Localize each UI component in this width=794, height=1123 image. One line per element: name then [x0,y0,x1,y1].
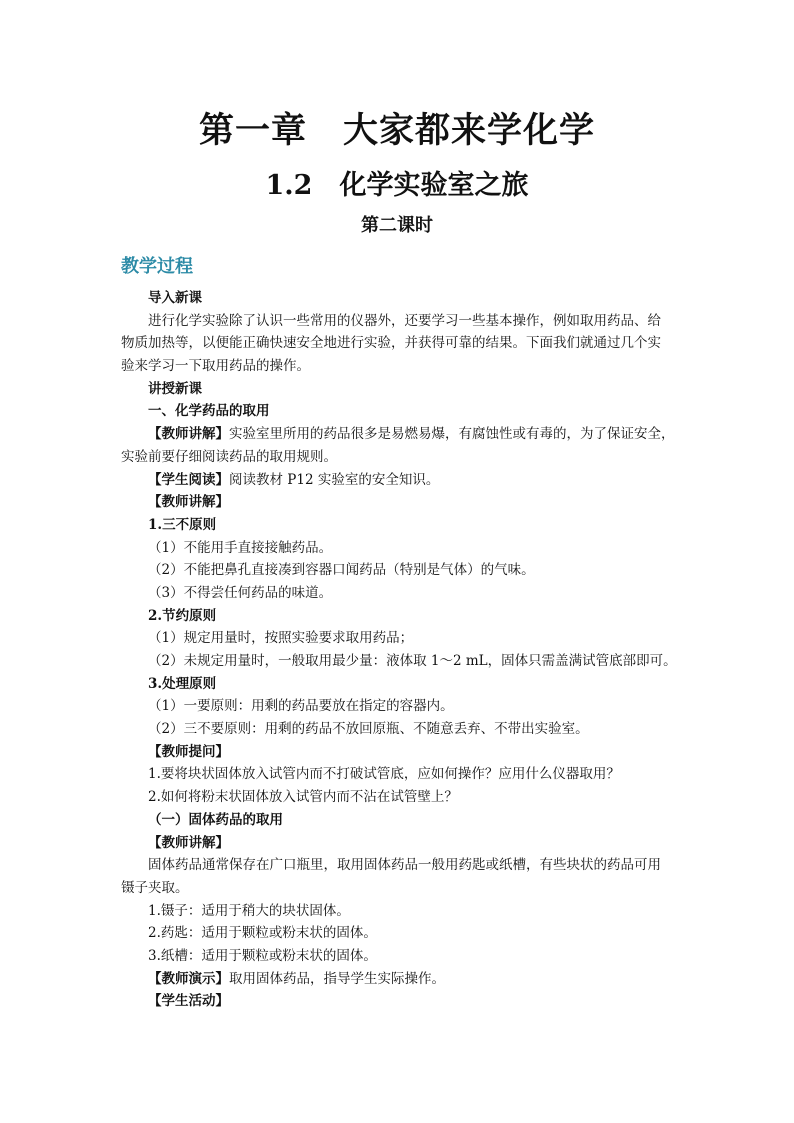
section-heading: 教学过程 [121,256,193,277]
list-item: 3.纸槽：适用于颗粒或粉末状的固体。 [148,947,377,964]
list-item: （3）不得尝任何药品的味道。 [148,584,333,601]
part-heading: 一、化学药品的取用 [148,403,270,420]
list-item: （2）不能把鼻孔直接凑到容器口闻药品（特别是气体）的气味。 [148,562,535,579]
paragraph-line [121,423,681,446]
intro-heading: 导入新课 [148,290,202,306]
paragraph-line [121,968,681,991]
list-item: 2.如何将粉末状固体放入试管内而不沾在试管壁上？ [148,789,458,806]
role-tag: 【教师讲解】 [148,834,229,851]
subsection-heading: （一）固体药品的取用 [148,811,283,828]
paragraph-line [121,469,681,492]
list-item: （1）一要原则：用剩的药品要放在指定的容器内。 [148,698,454,715]
rule-heading: 2.节约原则 [148,607,217,624]
role-tag: 【教师演示】 [148,970,229,987]
paragraph-line: 固体药品通常保存在广口瓶里，取用固体药品一般用药匙或纸槽，有些块状的药品可用 [148,857,661,874]
list-item: 1.要将块状固体放入试管内而不打破试管底，应如何操作？应用什么仪器取用？ [148,766,620,783]
role-tag: 【学生阅读】 [148,471,229,488]
list-item: （2）未规定用量时，一般取用最少量：液体取 1～2 mL，固体只需盖满试管底部即可。 [148,653,677,669]
list-item: 2.药匙：适用于颗粒或粉末状的固体。 [148,925,377,942]
chapter-title: 第一章 大家都来学化学 [198,110,595,151]
role-tag: 【教师提问】 [148,743,229,760]
lesson-title: 1.2 化学实验室之旅 [265,170,529,201]
paragraph-line: 验来学习一下取用药品的操作。 [121,358,310,375]
list-item: （2）三不要原则：用剩的药品不放回原瓶、不随意丢弃、不带出实验室。 [148,721,589,738]
new-lesson-heading: 讲授新课 [148,380,202,397]
rule-heading: 1.三不原则 [148,516,217,533]
role-tag: 【教师讲解】 [148,494,229,511]
list-item: （1）不能用手直接接触药品。 [148,539,333,556]
paragraph-line: 镊子夹取。 [121,879,189,896]
paragraph-text: 取用固体药品，指导学生实际操作。 [229,970,445,987]
paragraph-line: 进行化学实验除了认识一些常用的仪器外，还要学习一些基本操作，例如取用药品、给 [148,312,661,329]
list-item: （1）规定用量时，按照实验要求取用药品； [148,630,414,647]
paragraph-line: 实验前要仔细阅读药品的取用规则。 [121,448,337,465]
document-body [121,287,681,1013]
paragraph-line: 物质加热等，以便能正确快速安全地进行实验，并获得可靠的结果。下面我们就通过几个实 [121,335,661,352]
paragraph-text: 实验室里所用的药品很多是易燃易爆，有腐蚀性或有毒的，为了保证安全， [229,426,675,443]
list-item: 1.镊子：适用于稍大的块状固体。 [148,902,350,919]
role-tag: 【教师讲解】 [148,426,229,443]
role-tag: 【学生活动】 [148,993,229,1010]
rule-heading: 3.处理原则 [148,675,217,692]
period-label: 第二课时 [361,215,433,236]
paragraph-text: 阅读教材 P12 实验室的安全知识。 [229,471,440,488]
